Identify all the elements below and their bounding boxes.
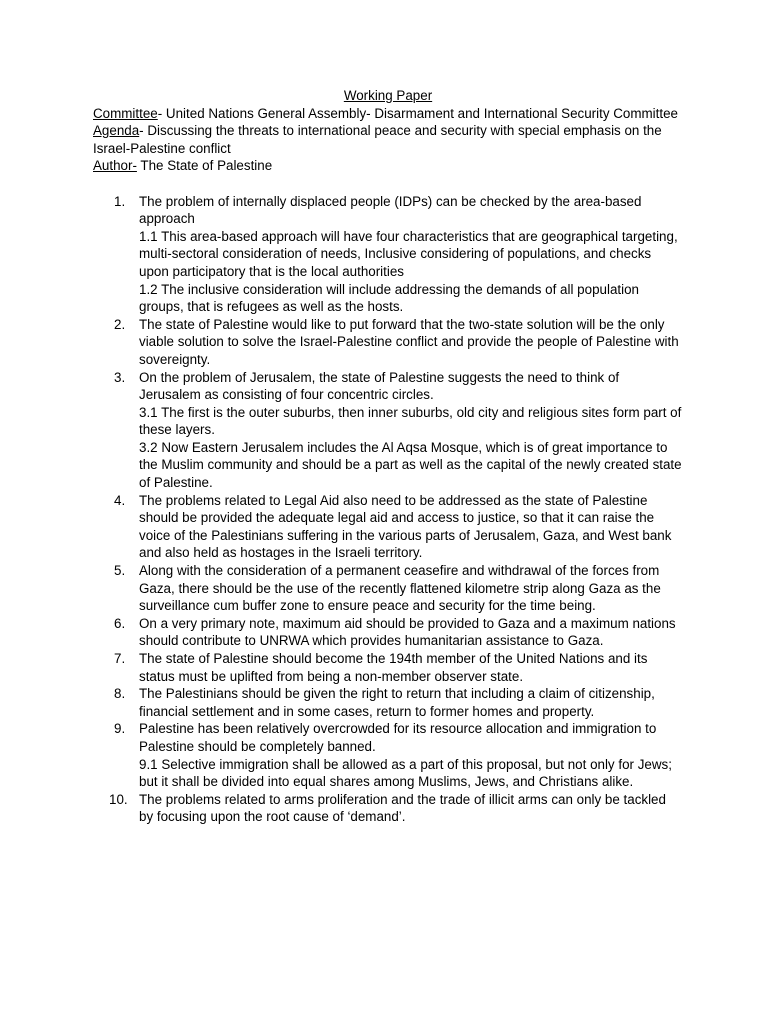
list-item-number: 5. (114, 563, 126, 579)
list-item-text: Palestine has been relatively overcrowded for its resource allocation and immigration to Palestine should be completely banned. (139, 721, 657, 754)
committee-text: - United Nations General Assembly- Disarmament and International Security Committee (157, 105, 678, 121)
list-item-number: 7. (114, 651, 126, 666)
list-subitem-text: 1.2 The inclusive consideration will include addressing the demands of all population groups, that is refugees as well as the hosts. (139, 281, 639, 315)
list-item-number: 1. (114, 193, 126, 209)
list-item-number: 3. (114, 369, 126, 385)
list-item-text: The problems related to arms proliferation and the trade of illicit arms can only be tackled by focusing upon the root cause of ‘demand’. (139, 791, 666, 825)
list-item-number: 10. (109, 791, 128, 807)
proposal-list (93, 193, 683, 826)
committee-label: Committee (93, 105, 158, 121)
list-item (93, 369, 683, 492)
list-item (93, 316, 683, 369)
list-subitem-text: 3.2 Now Eastern Jerusalem includes the Al Aqsa Mosque, which is of great importance to the Muslim community and should be a part as well as the capital of the newly created state of Palestine. (139, 439, 682, 491)
agenda-text: - Discussing the threats to international peace and security with special emphasis on the Israel-Palestine conflict (93, 123, 662, 156)
section-spacer (93, 175, 683, 193)
list-item-number: 9. (114, 721, 126, 737)
list-subitem-text: 3.1 The first is the outer suburbs, then inner suburbs, old city and religious sites form part of these layers. (139, 404, 682, 438)
list-item-text: The Palestinians should be given the right to return that including a claim of citizenship, financial settlement and in some cases, return to former homes and property. (139, 686, 655, 719)
list-item-text: On the problem of Jerusalem, the state of Palestine suggests the need to think of Jerusalem as consisting of four concentric circles. (139, 369, 620, 403)
list-item-text: The state of Palestine should become the 194th member of the United Nations and its status must be uplifted from being a non-member observer state. (139, 651, 648, 684)
list-item (93, 615, 683, 650)
list-item (93, 193, 683, 316)
list-item (93, 720, 683, 790)
list-subitem-text: 9.1 Selective immigration shall be allowed as a part of this proposal, but not only for Jews; but it shall be divided into equal shares among Muslims, Jews, and Christians alike. (139, 756, 672, 790)
list-item-text: On a very primary note, maximum aid should be provided to Gaza and a maximum nations should contribute to UNRWA which provides humanitarian assistance to Gaza. (139, 615, 676, 649)
list-subitem-text: 1.1 This area-based approach will have four characteristics that are geographical targeting, multi-sectoral consideration of needs, Inclusive considering of populations, and checks upon participatory that is the local authorities (139, 228, 678, 279)
list-item-number: 4. (114, 492, 126, 508)
author-line (93, 157, 683, 175)
document-body (93, 87, 683, 826)
list-item (93, 492, 683, 562)
list-item-text: The state of Palestine would like to put forward that the two-state solution will be the only viable solution to solve the Israel-Palestine conflict and provide the people of Palestine with sovereignty. (139, 316, 679, 367)
list-item-text: The problems related to Legal Aid also need to be addressed as the state of Palestine should be provided the adequate legal aid and access to justice, so that it can raise the voice of the Palestinians suffering in the various parts of Jerusalem, Gaza, and West bank and also held as hostages in the Israeli territory. (139, 492, 672, 561)
agenda-line (93, 122, 683, 157)
document-title: Working Paper (343, 88, 433, 103)
list-item-text: Along with the consideration of a permanent ceasefire and withdrawal of the forces from Gaza, there should be the use of the recently flattened kilometre strip along Gaza as the surveillance cum buffer zone to ensure peace and security for the time being. (139, 563, 661, 614)
list-item (93, 791, 683, 826)
author-label: Author- (93, 158, 137, 174)
list-item-number: 8. (114, 686, 126, 702)
list-item (93, 685, 683, 720)
list-item (93, 650, 683, 685)
committee-line (93, 105, 683, 123)
list-item-number: 6. (114, 615, 126, 631)
author-text: The State of Palestine (136, 158, 273, 174)
list-item-number: 2. (114, 316, 126, 332)
list-item (93, 562, 683, 615)
agenda-label: Agenda (93, 123, 140, 139)
list-item-text: The problem of internally displaced people (IDPs) can be checked by the area-based approach (139, 193, 642, 227)
